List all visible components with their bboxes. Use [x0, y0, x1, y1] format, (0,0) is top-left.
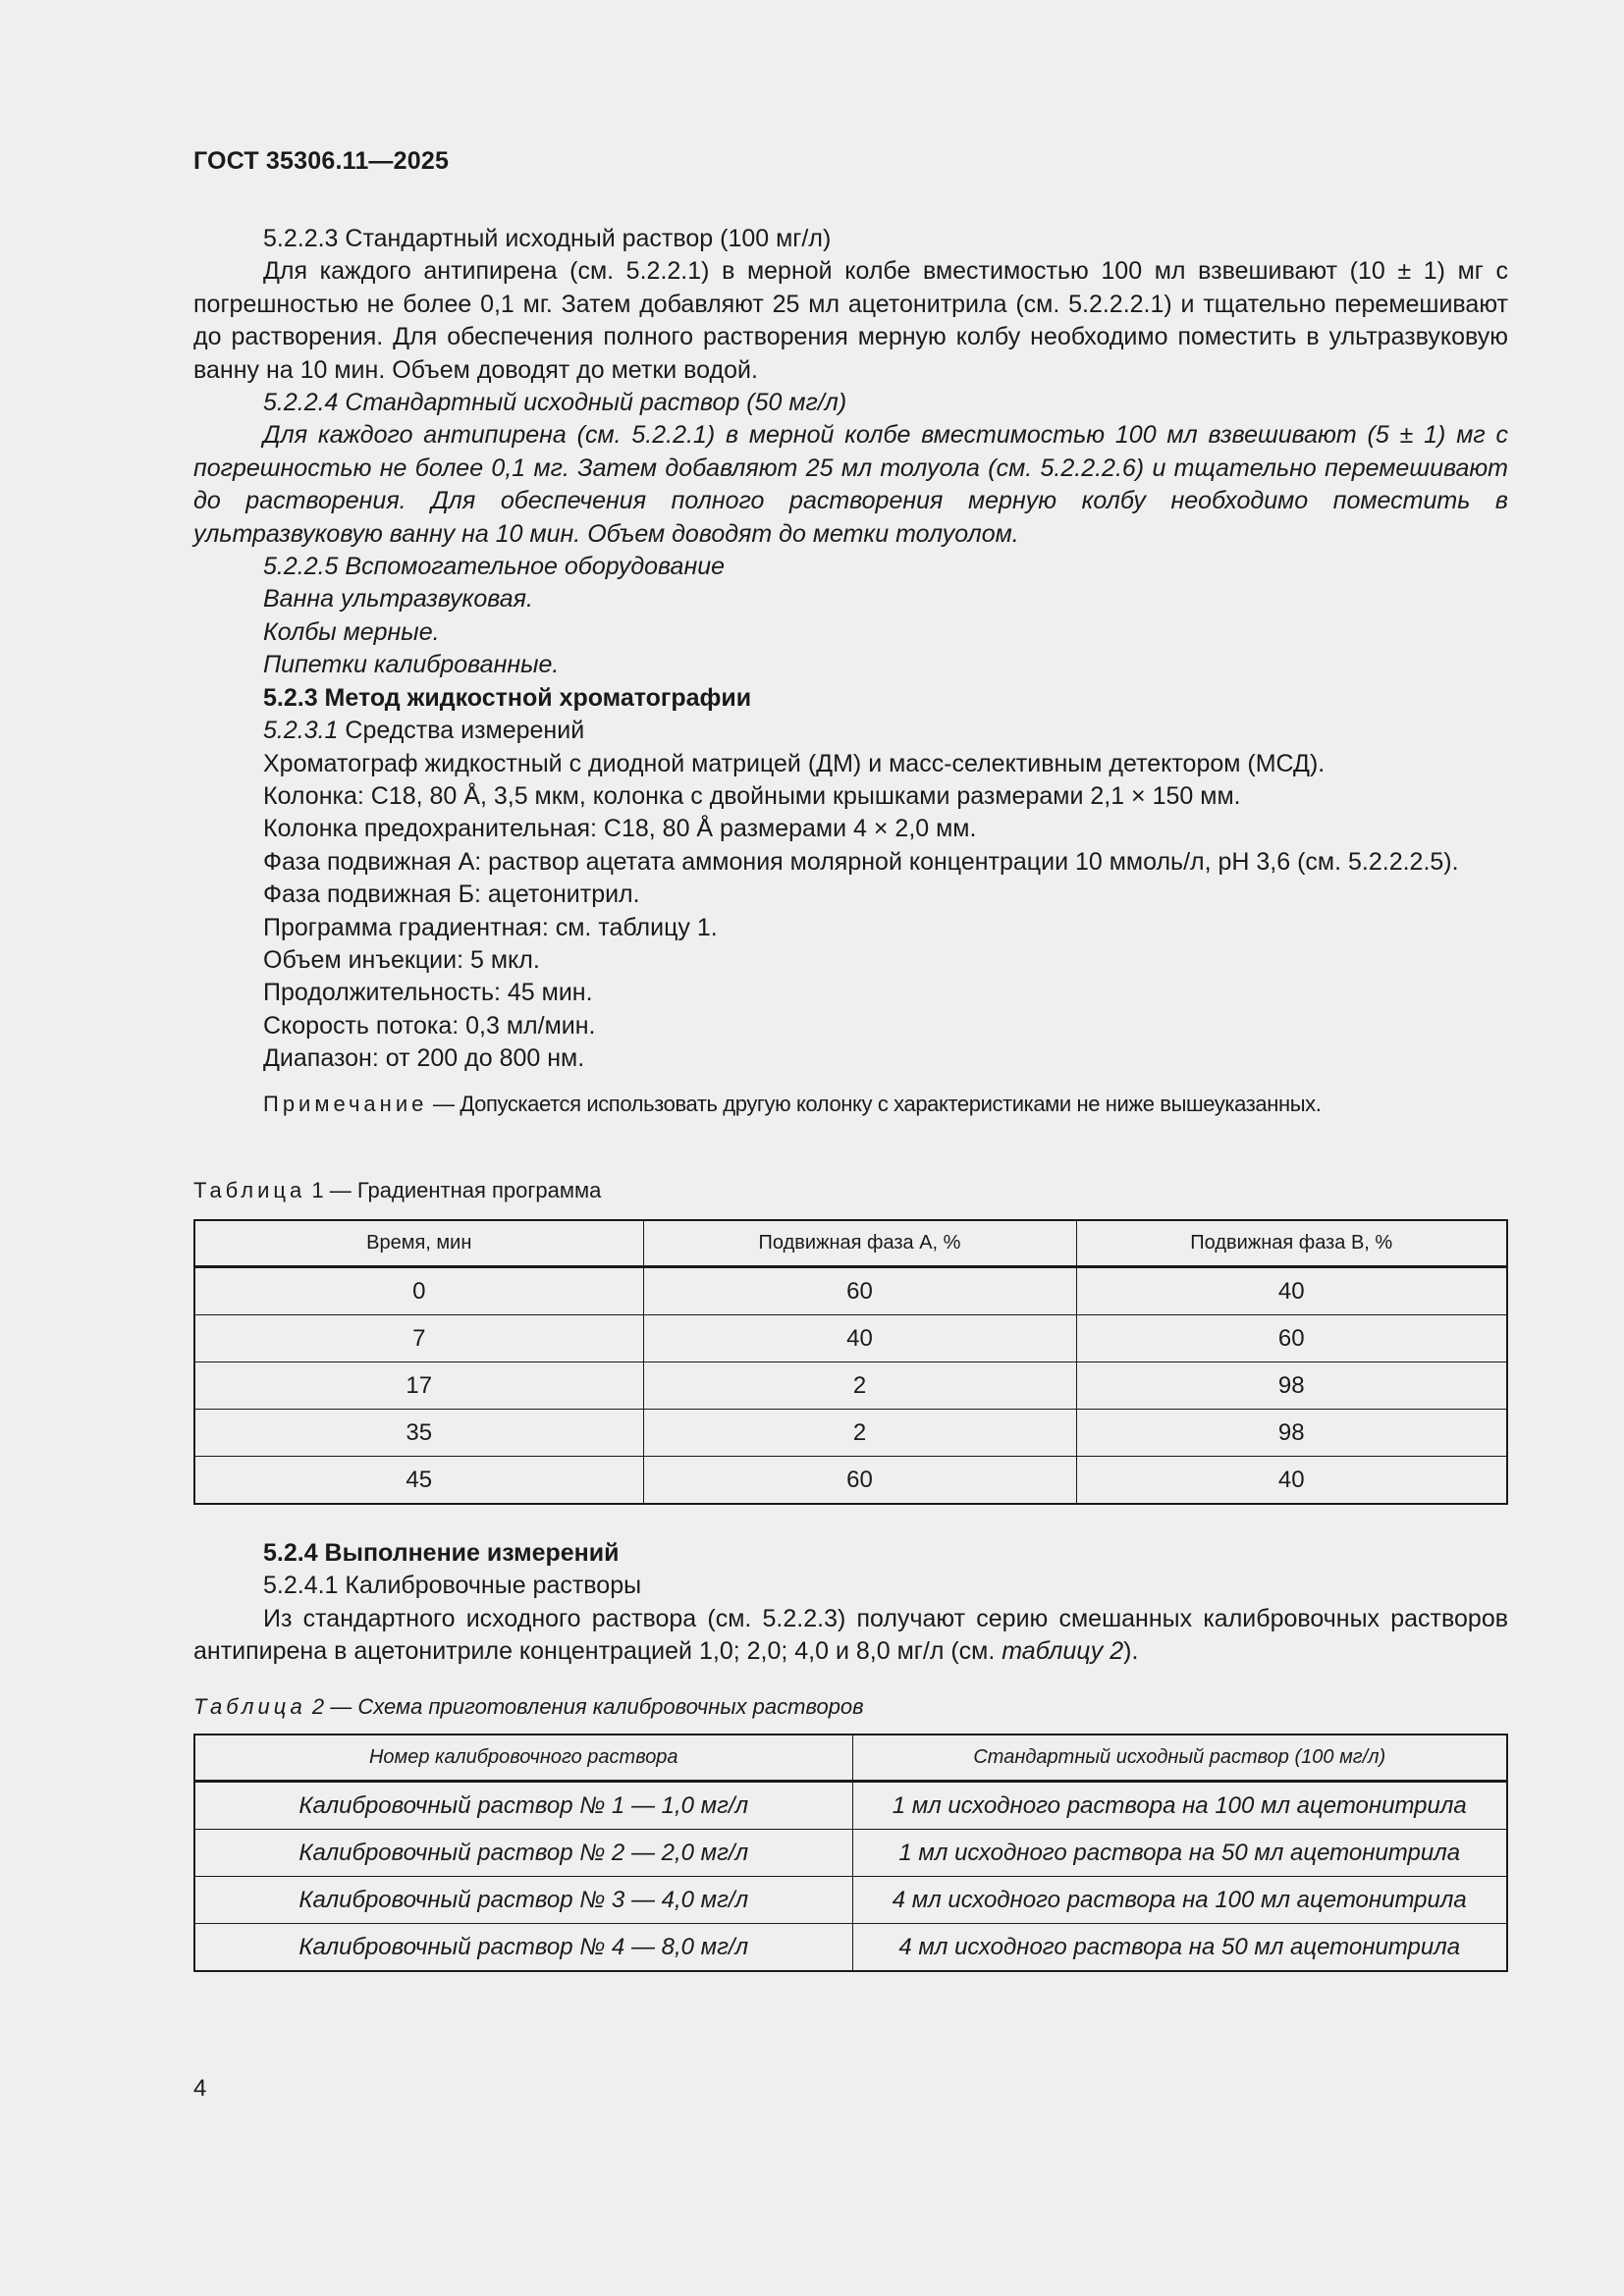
table-row: [194, 1782, 1507, 1830]
section-5-2-4: [193, 1537, 1508, 1669]
body-text: [193, 223, 1508, 1119]
instrument-item: Хроматограф жидкостный с диодной матрицей (ДМ) и масс-селективным детектором (МСД).: [263, 749, 1326, 777]
table-row: [194, 1830, 1507, 1877]
table1-caption-text: 1 — Градиентная программа: [305, 1178, 602, 1202]
table2-caption-text: 2 — Схема приготовления калибровочных растворов: [305, 1694, 864, 1719]
table-cell: 40: [643, 1315, 1076, 1362]
note: [193, 1090, 1508, 1119]
table-cell: Калибровочный раствор № 2 — 2,0 мг/л: [194, 1830, 852, 1877]
section-5-2-3-title: 5.2.3 Метод жидкостной хроматографии: [263, 683, 752, 712]
table-header-cell: Подвижная фаза В, %: [1076, 1220, 1507, 1267]
table-header-cell: Время, мин: [194, 1220, 643, 1267]
table-cell: 4 мл исходного раствора на 50 мл ацетонитрила: [852, 1924, 1507, 1972]
table-header-row: [194, 1220, 1507, 1267]
instrument-item: Колонка: С18, 80 Å, 3,5 мкм, колонка с двойными крышками размерами 2,1 × 150 мм.: [263, 781, 1241, 810]
table-header-row: [194, 1735, 1507, 1782]
table1-label: Таблица: [193, 1178, 306, 1202]
table2-label: Таблица: [193, 1694, 306, 1719]
equipment-item: Пипетки калиброванные.: [263, 651, 560, 679]
table-row: [194, 1267, 1507, 1315]
subsection-number: 5.2.3.1: [263, 717, 339, 745]
subsection-5-2-2-5-title: 5.2.2.5 Вспомогательное оборудование: [263, 553, 726, 581]
equipment-item: Ванна ультразвуковая.: [263, 585, 533, 614]
table-cell: 2: [643, 1362, 1076, 1410]
table-cell: 40: [1076, 1457, 1507, 1505]
subsection-5-2-2-3-title: 5.2.2.3 Стандартный исходный раствор (100 мг/л): [263, 225, 832, 252]
table1-caption: [193, 1178, 601, 1203]
instrument-item: Объем инъекции: 5 мкл.: [263, 945, 540, 974]
table-cell: 60: [643, 1457, 1076, 1505]
table-cell: Калибровочный раствор № 4 — 8,0 мг/л: [194, 1924, 852, 1972]
instrument-item: Скорость потока: 0,3 мл/мин.: [263, 1011, 596, 1040]
table-row: [194, 1924, 1507, 1972]
table-row: [194, 1457, 1507, 1505]
table-cell: 1 мл исходного раствора на 100 мл ацетонитрила: [852, 1782, 1507, 1830]
table-header-cell: Подвижная фаза А, %: [643, 1220, 1076, 1267]
paragraph-calibration: [193, 1603, 1508, 1669]
table-reference: таблицу 2: [1001, 1637, 1124, 1666]
instrument-item: Продолжительность: 45 мин.: [263, 979, 593, 1007]
table-cell: 60: [643, 1267, 1076, 1315]
table-cell: 98: [1076, 1362, 1507, 1410]
paragraph-calibration-text: Из стандартного исходного раствора (см. 5.2.2.3) получают серию смешанных калибровочных растворов антипирена в ацетонитриле концентрацией 1,0; 2,0; 4,0 и 8,0 мг/л (см.: [193, 1604, 1508, 1666]
table-cell: 4 мл исходного раствора на 100 мл ацетонитрила: [852, 1877, 1507, 1924]
table-cell: 60: [1076, 1315, 1507, 1362]
table-header-cell: Номер калибровочного раствора: [194, 1735, 852, 1782]
note-label: Примечание: [263, 1091, 428, 1116]
table-cell: 98: [1076, 1410, 1507, 1457]
table-row: [194, 1362, 1507, 1410]
paragraph-stock-50: Для каждого антипирена (см. 5.2.2.1) в мерной колбе вместимостью 100 мл взвешивают (5 ± 1) мг с погрешностью не более 0,1 мг. Затем добавляют 25 мл толуола (см. 5.2.2.2.6) и тщательно перемешивают до растворения. Для обеспечения полного растворения мерную колбу необходимо поместить в ультразвуковую ванну на 10 мин. Объем доводят до метки толуолом.: [193, 421, 1508, 548]
table-cell: Калибровочный раствор № 1 — 1,0 мг/л: [194, 1782, 852, 1830]
table-cell: 45: [194, 1457, 643, 1505]
instrument-item: Фаза подвижная Б: ацетонитрил.: [263, 881, 640, 909]
calibration-scheme-table: [193, 1734, 1508, 1972]
table-cell: 17: [194, 1362, 643, 1410]
table-cell: Калибровочный раствор № 3 — 4,0 мг/л: [194, 1877, 852, 1924]
table-cell: 0: [194, 1267, 643, 1315]
table-row: [194, 1410, 1507, 1457]
section-5-2-4-title: 5.2.4 Выполнение измерений: [263, 1539, 620, 1567]
instrument-item: Фаза подвижная А: раствор ацетата аммония молярной концентрации 10 ммоль/л, pH 3,6 (см. 5.2.2.2.5).: [263, 847, 1459, 876]
table2-caption: [193, 1694, 864, 1720]
paragraph-calibration-end: ).: [1123, 1637, 1139, 1666]
subsection-5-2-4-1-title: 5.2.4.1 Калибровочные растворы: [263, 1572, 642, 1600]
subsection-5-2-2-4-title: 5.2.2.4 Стандартный исходный раствор (50 мг/л): [263, 389, 847, 417]
table-row: [194, 1877, 1507, 1924]
instrument-item: Колонка предохранительная: С18, 80 Å размерами 4 × 2,0 мм.: [263, 815, 977, 843]
subsection-5-2-3-1-title: [193, 715, 1508, 747]
document-header: ГОСТ 35306.11—2025: [193, 147, 450, 175]
note-text: — Допускается использовать другую колонку с характеристиками не ниже вышеуказанных.: [427, 1091, 1322, 1116]
page-number: 4: [193, 2075, 207, 2102]
gradient-program-table: [193, 1219, 1508, 1505]
table-cell: 40: [1076, 1267, 1507, 1315]
table-cell: 1 мл исходного раствора на 50 мл ацетонитрила: [852, 1830, 1507, 1877]
equipment-item: Колбы мерные.: [263, 617, 440, 646]
table-cell: 2: [643, 1410, 1076, 1457]
instrument-item: Программа градиентная: см. таблицу 1.: [263, 913, 718, 941]
paragraph-stock-100: Для каждого антипирена (см. 5.2.2.1) в мерной колбе вместимостью 100 мл взвешивают (10 ± 1) мг с погрешностью не более 0,1 мг. Затем добавляют 25 мл ацетонитрила (см. 5.2.2.2.1) и тщательно перемешивают до растворения. Для обеспечения полного растворения мерную колбу необходимо поместить в ультразвуковую ванну на 10 мин. Объем доводят до метки водой.: [193, 257, 1508, 384]
table-header-cell: Стандартный исходный раствор (100 мг/л): [852, 1735, 1507, 1782]
subsection-label: Средства измерений: [338, 717, 585, 745]
table-cell: 35: [194, 1410, 643, 1457]
table-row: [194, 1315, 1507, 1362]
table-cell: 7: [194, 1315, 643, 1362]
instrument-item: Диапазон: от 200 до 800 нм.: [263, 1044, 585, 1073]
